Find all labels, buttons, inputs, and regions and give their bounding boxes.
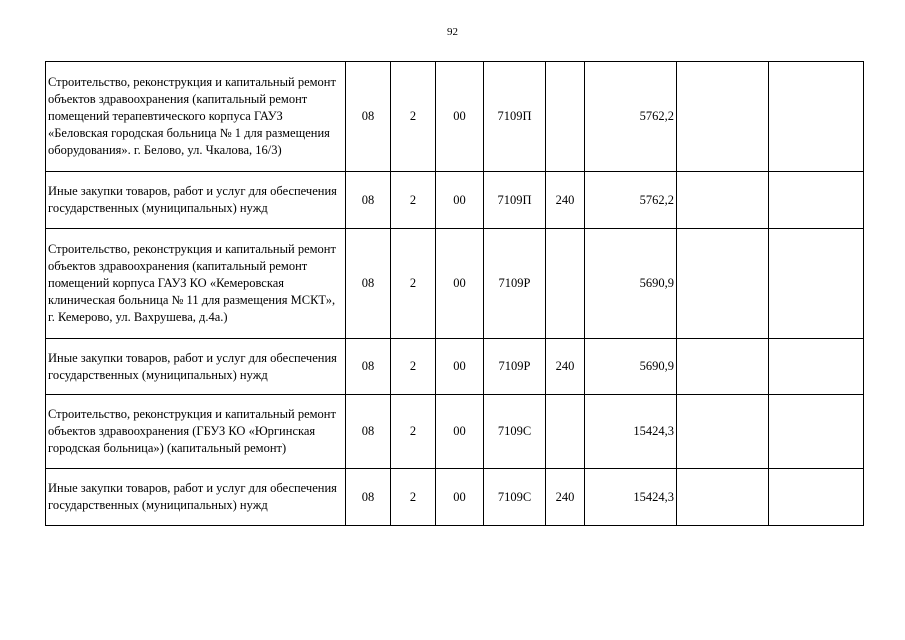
row-expense-type: 240 bbox=[546, 469, 585, 526]
row-program: 00 bbox=[436, 395, 484, 469]
budget-table-body bbox=[46, 62, 864, 526]
table-row bbox=[46, 339, 864, 395]
row-section: 08 bbox=[346, 395, 391, 469]
row-name: Строительство, реконструкция и капитальный ремонт объектов здравоохранения (капитальный ремонт помещений корпуса ГАУЗ КО «Кемеровская клиническая больница № 11 для размещения МСКТ», г. Кемерово, ул. Вахрушева, д.4а.) bbox=[46, 229, 346, 339]
row-section: 08 bbox=[346, 339, 391, 395]
row-section: 08 bbox=[346, 229, 391, 339]
row-subsection: 2 bbox=[391, 339, 436, 395]
row-target: 7109С bbox=[484, 395, 546, 469]
row-col9 bbox=[769, 172, 864, 229]
row-amount: 5762,2 bbox=[585, 62, 677, 172]
row-subsection: 2 bbox=[391, 469, 436, 526]
row-name: Иные закупки товаров, работ и услуг для обеспечения государственных (муниципальных) нужд bbox=[46, 339, 346, 395]
row-col8 bbox=[677, 339, 769, 395]
table-row bbox=[46, 62, 864, 172]
page-number: 92 bbox=[447, 26, 458, 38]
row-col9 bbox=[769, 229, 864, 339]
row-target: 7109Р bbox=[484, 339, 546, 395]
row-col9 bbox=[769, 339, 864, 395]
table-row bbox=[46, 395, 864, 469]
row-amount: 5762,2 bbox=[585, 172, 677, 229]
row-amount: 5690,9 bbox=[585, 339, 677, 395]
table-row bbox=[46, 172, 864, 229]
row-name: Строительство, реконструкция и капитальный ремонт объектов здравоохранения (капитальный ремонт помещений терапевтического корпуса ГАУЗ «Беловская городская больница № 1 для размещения оборудования». г. Белово, ул. Чкалова, 16/3) bbox=[46, 62, 346, 172]
row-col9 bbox=[769, 62, 864, 172]
row-section: 08 bbox=[346, 172, 391, 229]
row-target: 7109П bbox=[484, 62, 546, 172]
row-subsection: 2 bbox=[391, 229, 436, 339]
row-col9 bbox=[769, 469, 864, 526]
row-target: 7109С bbox=[484, 469, 546, 526]
row-col8 bbox=[677, 172, 769, 229]
table-row bbox=[46, 229, 864, 339]
row-col8 bbox=[677, 395, 769, 469]
row-col8 bbox=[677, 62, 769, 172]
row-program: 00 bbox=[436, 172, 484, 229]
row-name: Иные закупки товаров, работ и услуг для обеспечения государственных (муниципальных) нужд bbox=[46, 469, 346, 526]
row-expense-type bbox=[546, 229, 585, 339]
row-section: 08 bbox=[346, 62, 391, 172]
row-amount: 5690,9 bbox=[585, 229, 677, 339]
table-row bbox=[46, 469, 864, 526]
row-amount: 15424,3 bbox=[585, 395, 677, 469]
row-expense-type: 240 bbox=[546, 339, 585, 395]
row-name: Строительство, реконструкция и капитальный ремонт объектов здравоохранения (ГБУЗ КО «Юргинская городская больница») (капитальный ремонт) bbox=[46, 395, 346, 469]
row-program: 00 bbox=[436, 229, 484, 339]
row-target: 7109Р bbox=[484, 229, 546, 339]
row-expense-type bbox=[546, 395, 585, 469]
row-expense-type: 240 bbox=[546, 172, 585, 229]
row-col8 bbox=[677, 229, 769, 339]
row-section: 08 bbox=[346, 469, 391, 526]
row-subsection: 2 bbox=[391, 62, 436, 172]
row-col8 bbox=[677, 469, 769, 526]
budget-table bbox=[45, 61, 864, 526]
row-program: 00 bbox=[436, 469, 484, 526]
row-subsection: 2 bbox=[391, 395, 436, 469]
row-subsection: 2 bbox=[391, 172, 436, 229]
row-program: 00 bbox=[436, 62, 484, 172]
row-name: Иные закупки товаров, работ и услуг для обеспечения государственных (муниципальных) нужд bbox=[46, 172, 346, 229]
row-expense-type bbox=[546, 62, 585, 172]
row-program: 00 bbox=[436, 339, 484, 395]
row-amount: 15424,3 bbox=[585, 469, 677, 526]
row-target: 7109П bbox=[484, 172, 546, 229]
row-col9 bbox=[769, 395, 864, 469]
